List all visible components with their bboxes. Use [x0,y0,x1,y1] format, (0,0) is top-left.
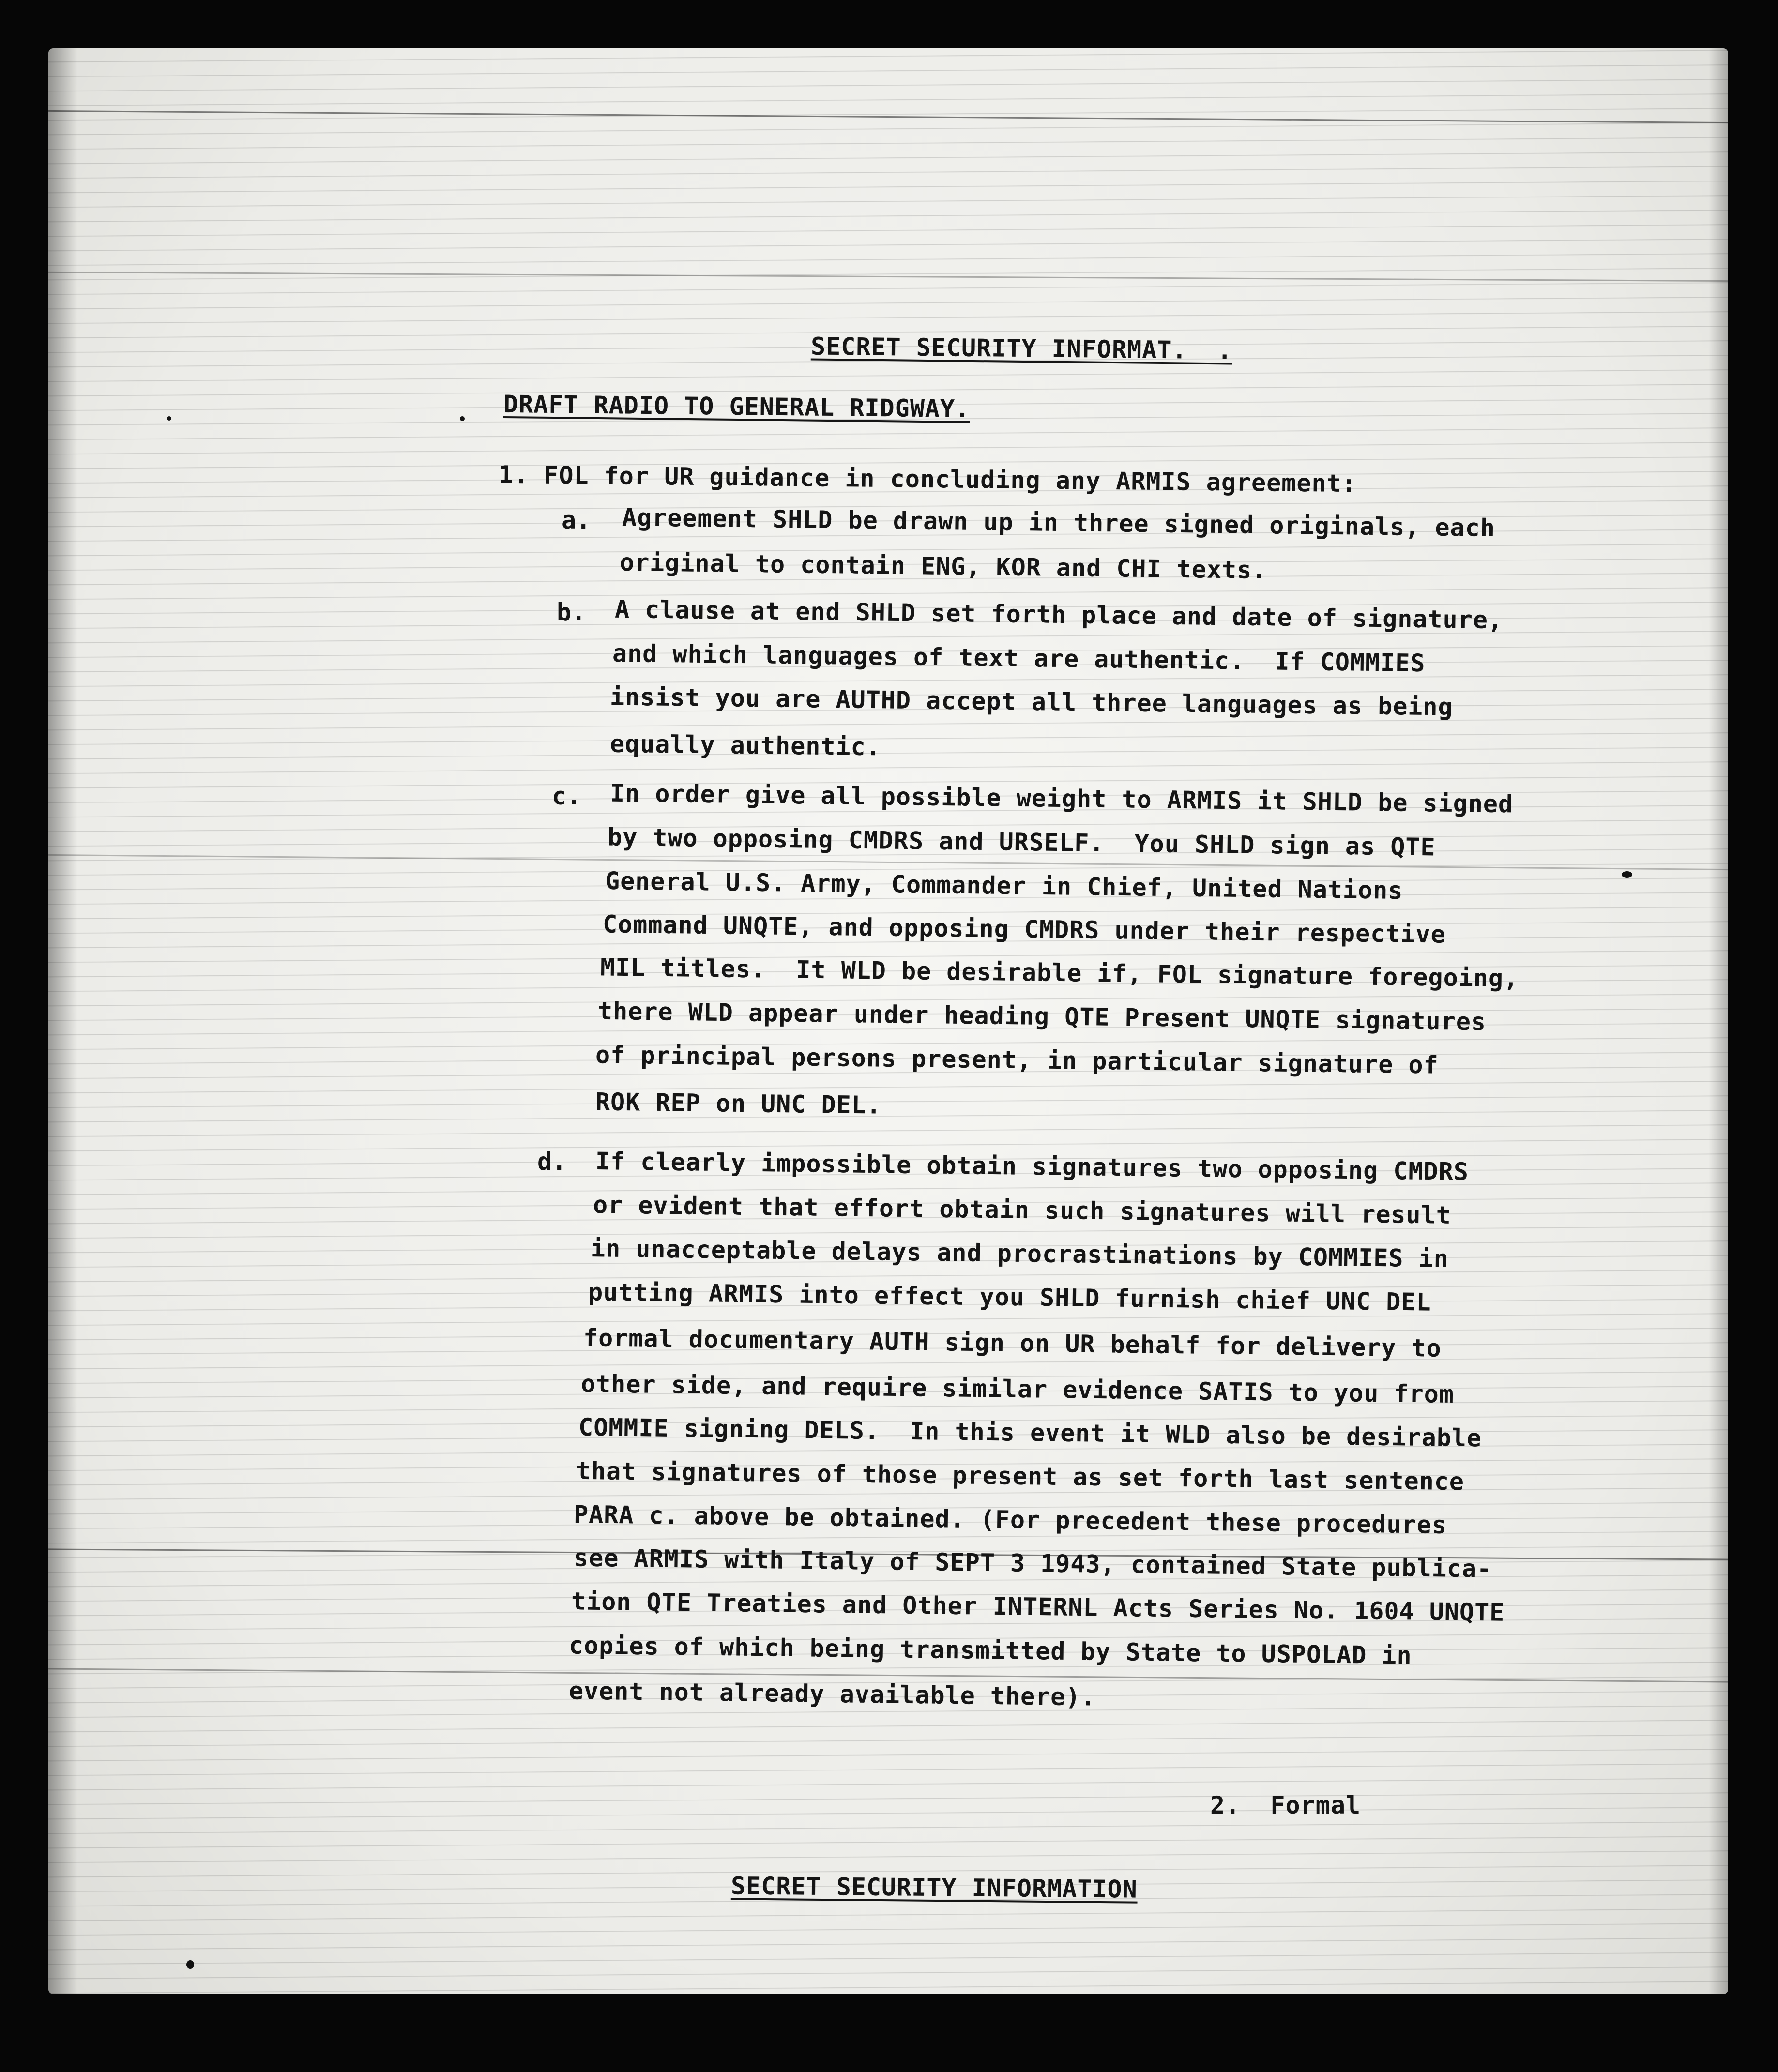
item-marker: d. [537,1148,567,1176]
item-marker: b. [557,598,586,626]
scan-edge-shadow-right [1709,48,1728,1994]
item-line: in unacceptable delays and procrastinations by COMMIES in [590,1234,1449,1273]
item-line: see ARMIS with Italy of SEPT 3 1943, contained State publica- [573,1543,1492,1583]
film-speck [167,416,171,421]
item-marker: a. [562,506,591,534]
item-line: by two opposing CMDRS and URSELF. You SHLD sign as QTE [607,823,1436,862]
security-header: SECRET SECURITY INFORMAT. . [810,332,1233,365]
item-line: Command UNQTE, and opposing CMDRS under their respective [602,910,1446,949]
item-line: formal documentary AUTH sign on UR behalf for delivery to [583,1324,1442,1362]
item-line: event not already available there). [568,1677,1096,1711]
item-line: other side, and require similar evidence SATIS to you from [580,1369,1455,1409]
film-speck [1622,871,1632,878]
document-sheet [48,48,1728,1994]
item-line: PARA c. above be obtained. (For precedent these procedures [573,1500,1447,1540]
film-scratch [48,272,1728,282]
item-line: COMMIE signing DELS. In this event it WLD also be desirable [578,1413,1482,1452]
item-line: Agreement SHLD be drawn up in three signed originals, each [622,503,1496,543]
item-line: copies of which being transmitted by State to USPOLAD in [568,1631,1413,1670]
film-speck [460,416,465,421]
scan-edge-shadow-left [48,48,77,1994]
item-line: General U.S. Army, Commander in Chief, United Nations [605,866,1403,905]
item-line: that signatures of those present as set forth last sentence [576,1456,1465,1496]
item-marker: c. [552,782,581,810]
paragraph-1-intro: 1. FOL for UR guidance in concluding any ARMIS agreement: [498,460,1357,498]
item-line: tion QTE Treaties and Other INTERNL Acts Series No. 1604 UNQTE [571,1587,1505,1627]
item-line: or evident that effort obtain such signatures will result [593,1191,1452,1229]
item-line: and which languages of text are authentic. If COMMIES [612,639,1426,678]
film-scratch [48,854,1728,870]
item-line: of principal persons present, in particular signature of [595,1041,1439,1079]
item-line: If clearly impossible obtain signatures two opposing CMDRS [595,1147,1469,1186]
item-line: In order give all possible weight to ARMIS it SHLD be signed [609,779,1514,818]
item-line: putting ARMIS into effect you SHLD furnish chief UNC DEL [588,1278,1432,1316]
item-line: original to contain ENG, KOR and CHI texts. [619,548,1267,585]
item-line: equally authentic. [609,729,881,761]
document-title: DRAFT RADIO TO GENERAL RIDGWAY. [503,390,971,423]
item-line: ROK REP on UNC DEL. [595,1088,882,1119]
page-continuation: 2. Formal [1210,1791,1361,1819]
item-line: insist you are AUTHD accept all three languages as being [609,682,1454,721]
item-line: A clause at end SHLD set forth place and date of signature, [614,595,1504,635]
film-scratch [48,110,1728,123]
film-speck [186,1960,194,1969]
security-footer: SECRET SECURITY INFORMATION [730,1872,1138,1904]
item-line: there WLD appear under heading QTE Present UNQTE signatures [597,997,1487,1036]
item-line: MIL titles. It WLD be desirable if, FOL signature foregoing, [600,953,1519,993]
